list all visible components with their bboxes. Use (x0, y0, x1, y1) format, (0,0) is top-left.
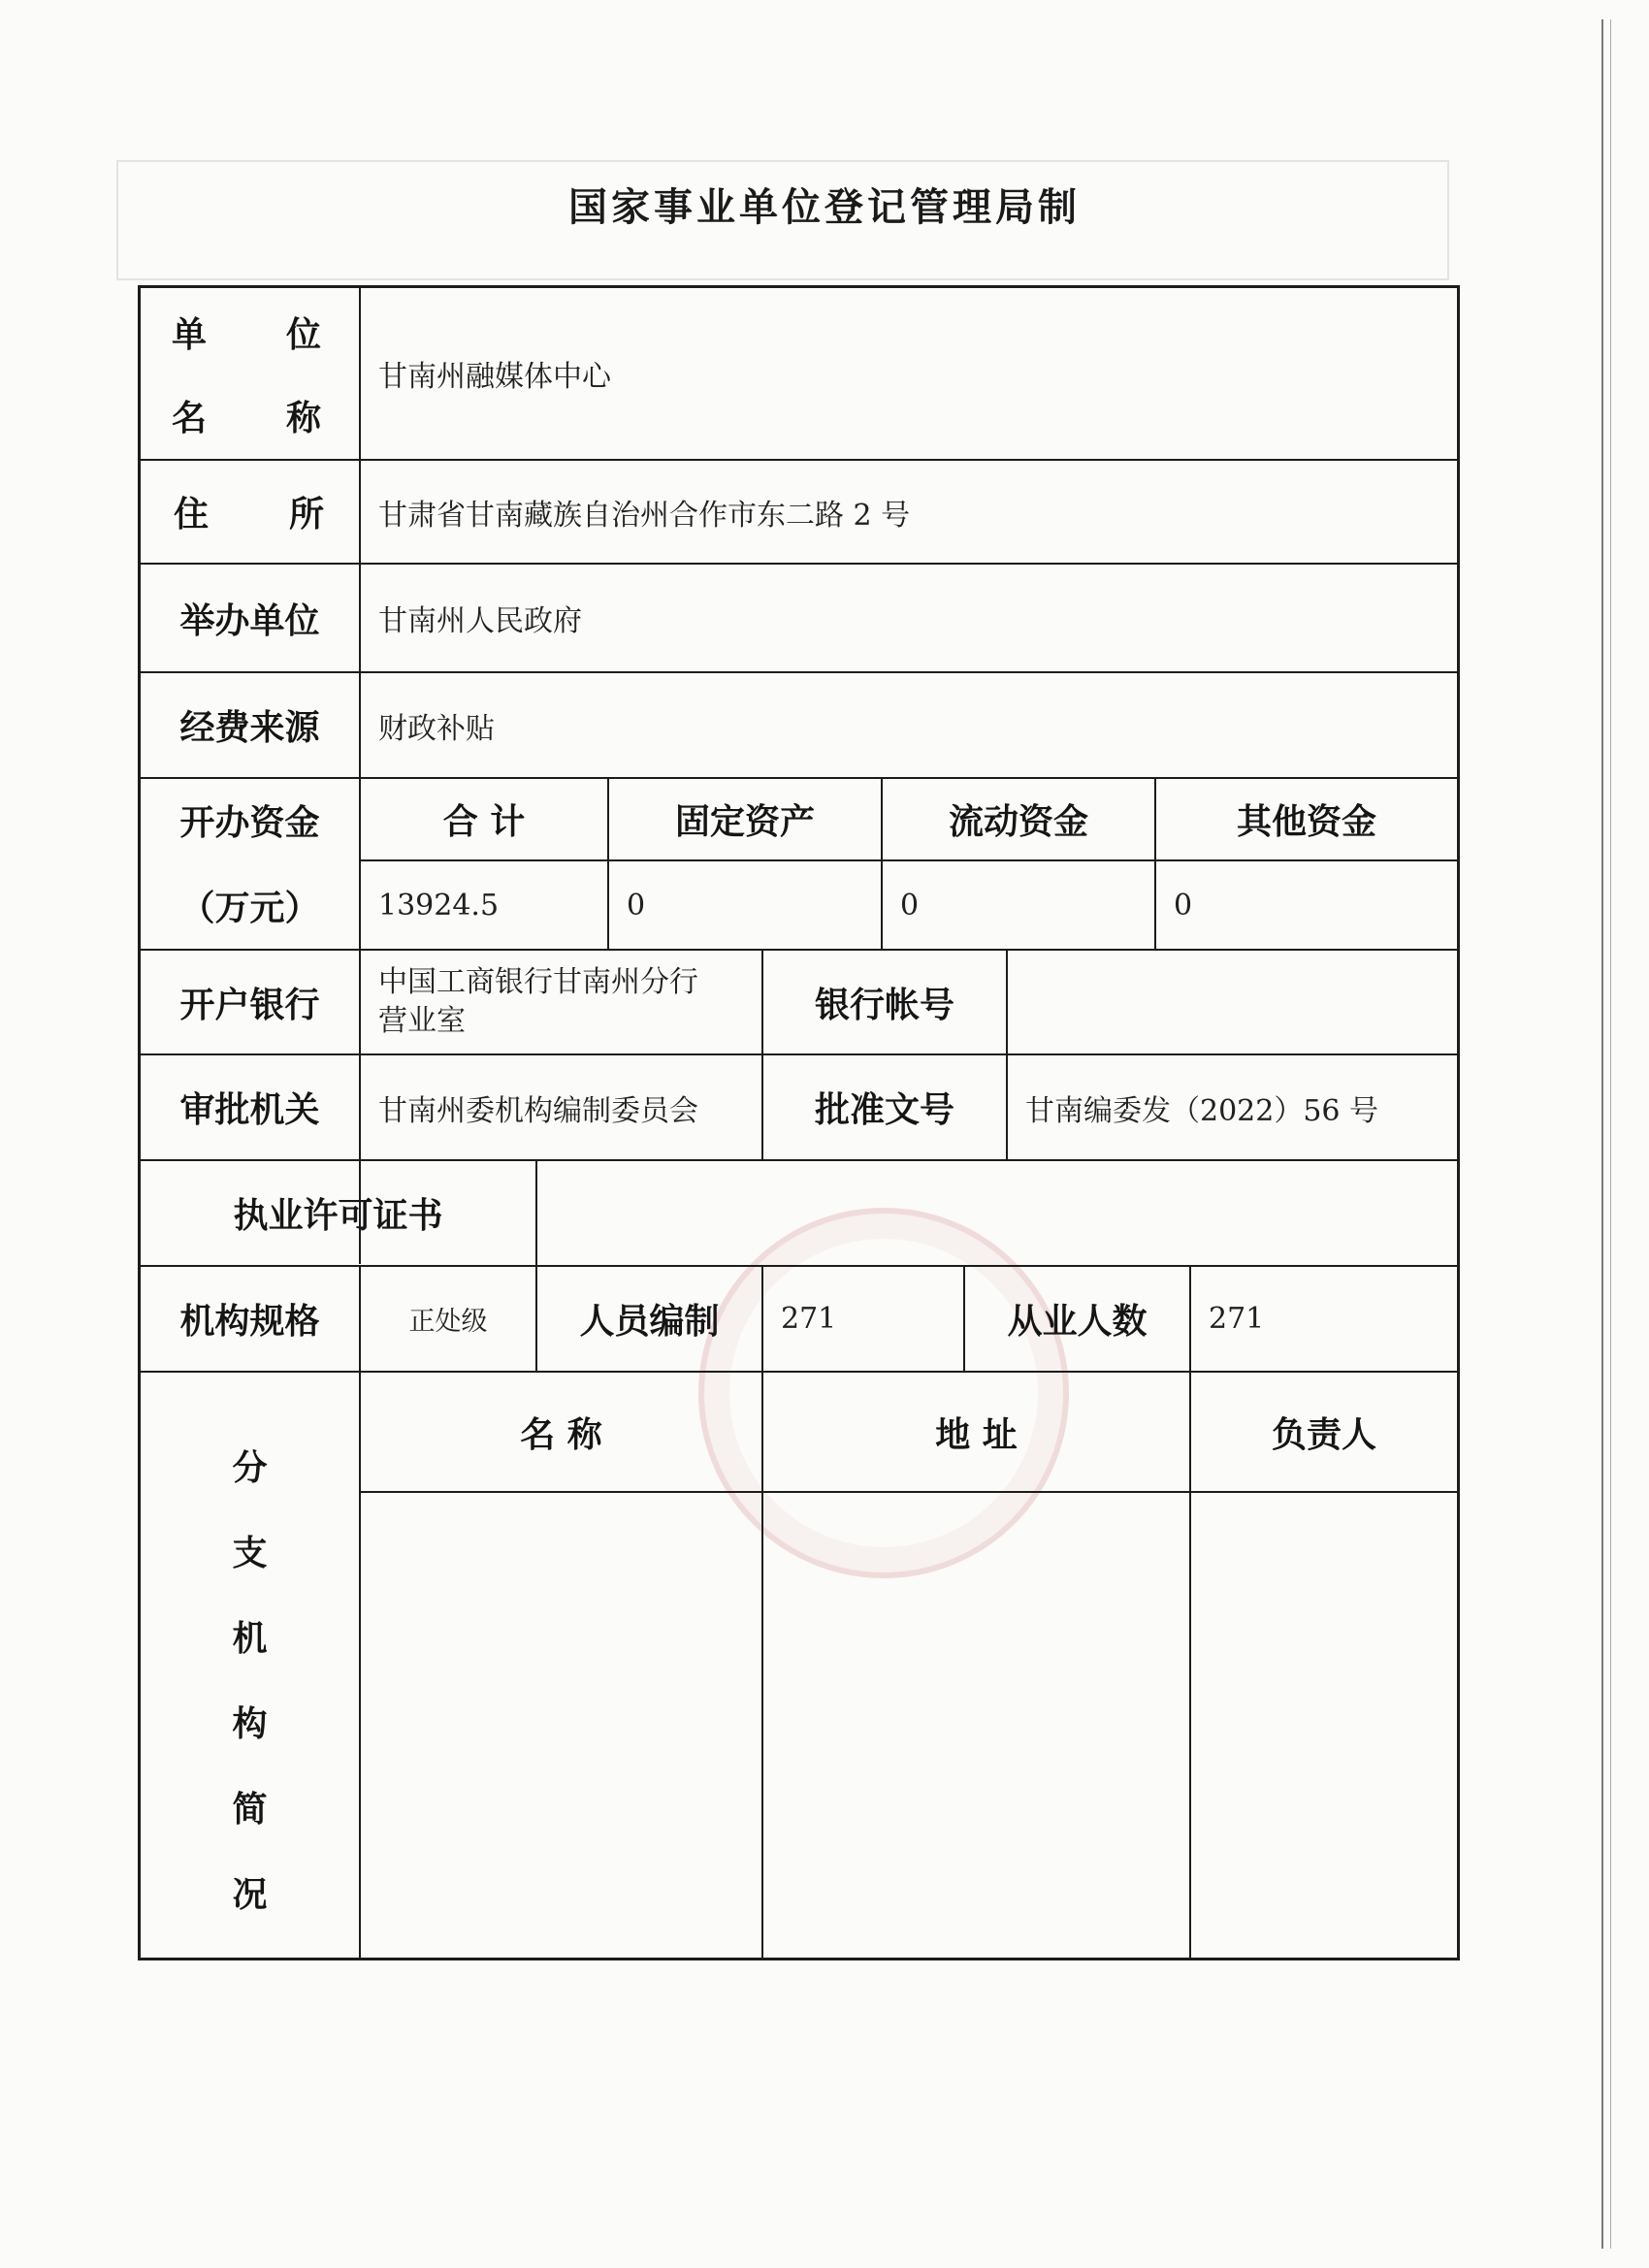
branch-address-cell (763, 1493, 1189, 1958)
document-title: 国家事业单位登记管理局制 (568, 185, 1081, 230)
sponsor-label: 举办单位 (179, 600, 320, 641)
employees-label: 从业人数 (1007, 1302, 1148, 1342)
branch-head-header: 负责人 (1271, 1414, 1376, 1455)
staff-quota-value: 271 (781, 1302, 837, 1336)
branch-head-cell (1191, 1493, 1457, 1958)
total-header: 合 计 (442, 802, 526, 842)
address-label: 住 所 (174, 495, 324, 535)
sponsor-value: 甘南州人民政府 (378, 604, 582, 638)
approval-doc-label: 批准文号 (814, 1090, 954, 1130)
bank-account-value (1008, 951, 1457, 1053)
branch-name-header: 名 称 (520, 1414, 602, 1455)
current-funds-value: 0 (900, 888, 920, 923)
scan-edge-line (1601, 19, 1603, 2249)
unit-name-label: 单 位 名 称 (172, 315, 322, 438)
license-value (537, 1161, 1457, 1265)
approval-org-label: 审批机关 (179, 1090, 320, 1130)
staff-quota-label: 人员编制 (579, 1302, 720, 1342)
current-funds-header: 流动资金 (948, 802, 1088, 842)
bank-label: 开户银行 (179, 985, 320, 1025)
unit-name-value: 甘南州融媒体中心 (378, 360, 611, 394)
funding-source-label: 经费来源 (179, 708, 320, 748)
employees-value: 271 (1209, 1302, 1265, 1336)
branch-address-header: 地 址 (935, 1414, 1018, 1455)
total-value: 13924.5 (378, 888, 500, 923)
scan-edge-line (1610, 19, 1611, 2249)
approval-doc-value: 甘南编委发（2022）56 号 (1025, 1093, 1379, 1128)
branch-name-cell (361, 1493, 761, 1958)
capital-unit-label: （万元） (179, 888, 320, 928)
capital-label: 开办资金 (179, 803, 320, 843)
other-funds-value: 0 (1174, 888, 1193, 923)
other-funds-header: 其他资金 (1236, 802, 1376, 842)
org-level-value: 正处级 (408, 1307, 488, 1337)
funding-source-value: 财政补贴 (378, 711, 495, 746)
approval-org-value: 甘南州委机构编制委员会 (378, 1093, 698, 1128)
fixed-assets-value: 0 (627, 888, 646, 923)
bank-account-label: 银行帐号 (814, 985, 954, 1025)
license-label: 执业许可证书 (233, 1196, 443, 1236)
fixed-assets-header: 固定资产 (674, 802, 815, 842)
address-value: 甘肃省甘南藏族自治州合作市东二路 2 号 (378, 498, 911, 533)
bank-value: 中国工商银行甘南州分行 营业室 (378, 965, 698, 1038)
branches-label: 分 支 机 构 简 况 (232, 1448, 268, 1915)
org-level-label: 机构规格 (179, 1302, 320, 1342)
